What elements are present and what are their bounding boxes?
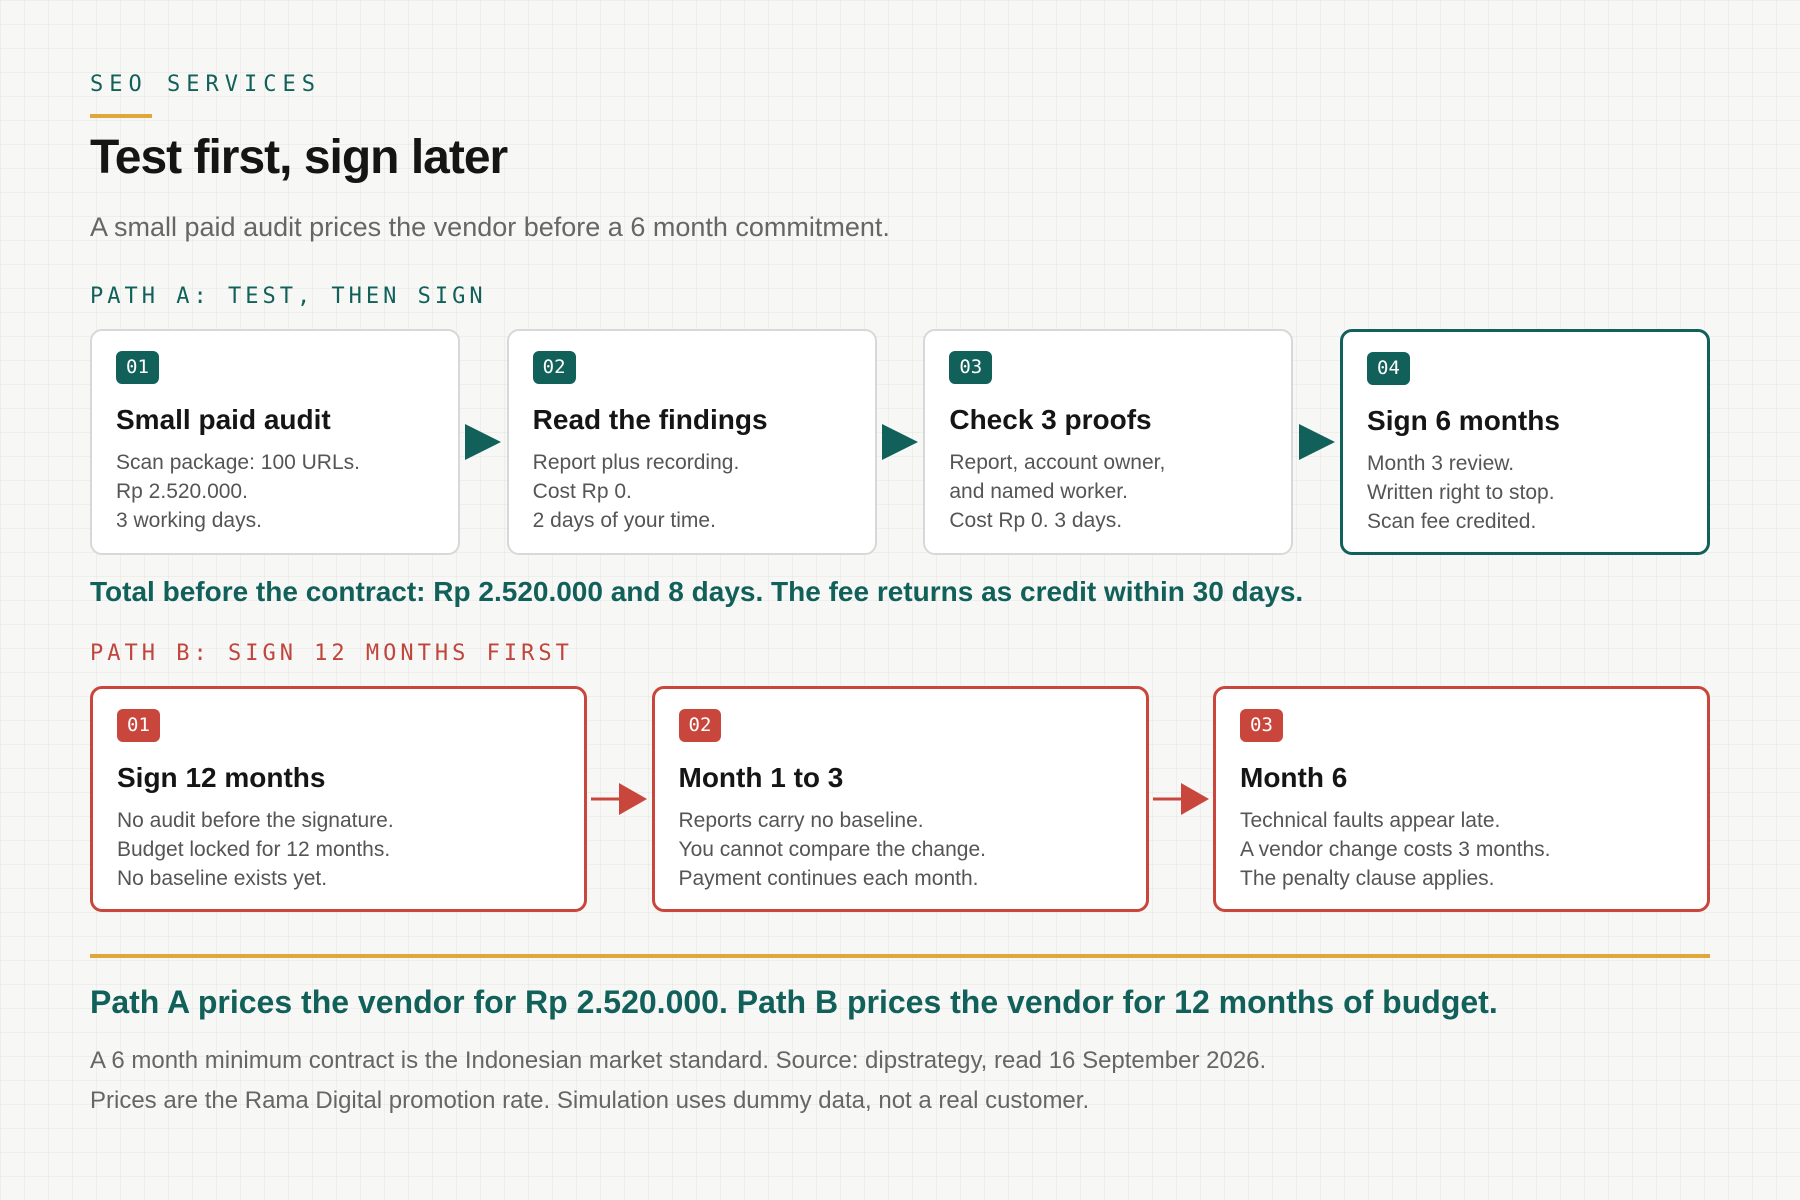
step-title: Month 1 to 3 (678, 762, 844, 793)
step-detail-line: You cannot compare the change. (678, 838, 986, 861)
path-b-step-card (1213, 686, 1710, 912)
step-detail-line: No audit before the signature. (117, 809, 394, 832)
step-number-badge: 01 (117, 709, 160, 742)
step-detail-line: Report plus recording. (532, 451, 740, 474)
section-eyebrow: SEO SERVICES (90, 72, 321, 97)
step-detail-line: Report, account owner, (949, 451, 1166, 474)
arrow-right-icon (587, 779, 652, 819)
step-detail-line: No baseline exists yet. (117, 867, 328, 890)
step-detail-line: Payment continues each month. (678, 867, 979, 890)
step-detail-line: The penalty clause applies. (1240, 867, 1495, 890)
step-detail-line: Scan fee credited. (1367, 510, 1537, 533)
step-number-badge: 02 (533, 351, 576, 384)
play-triangle-icon (460, 422, 507, 462)
play-triangle-icon (877, 422, 924, 462)
step-title: Small paid audit (116, 404, 331, 435)
path-a-flow (90, 329, 1710, 555)
section-divider (90, 954, 1710, 958)
eyebrow-accent-rule (90, 114, 152, 118)
step-detail-line: Cost Rp 0. 3 days. (949, 509, 1123, 532)
step-detail-line: Budget locked for 12 months. (117, 838, 391, 861)
disclaimer-note: Prices are the Rama Digital promotion rate. Simulation uses dummy data, not a real customer. (90, 1087, 1090, 1114)
path-a-step-card (923, 329, 1293, 555)
step-detail-line: Rp 2.520.000. (116, 480, 248, 503)
step-number-badge: 04 (1367, 352, 1410, 385)
step-detail-line: Reports carry no baseline. (678, 809, 924, 832)
step-detail-line: and named worker. (949, 480, 1128, 503)
step-number-badge: 03 (1240, 709, 1283, 742)
page-title: Test first, sign later (90, 131, 508, 184)
path-b-step-card (652, 686, 1149, 912)
step-detail-line: Scan package: 100 URLs. (116, 451, 360, 474)
step-title: Read the findings (532, 404, 768, 435)
step-detail-line: A vendor change costs 3 months. (1240, 838, 1551, 861)
source-note: A 6 month minimum contract is the Indonesian market standard. Source: dipstrategy, read 16 September 2026. (90, 1047, 1267, 1074)
step-title: Sign 6 months (1367, 405, 1560, 436)
path-a-step-card (507, 329, 877, 555)
path-b-label: PATH B: SIGN 12 MONTHS FIRST (90, 641, 573, 666)
path-a-label: PATH A: TEST, THEN SIGN (90, 284, 487, 309)
step-detail-line: Technical faults appear late. (1240, 809, 1501, 832)
step-title: Month 6 (1240, 762, 1348, 793)
step-title: Sign 12 months (117, 762, 326, 793)
step-detail-line: Cost Rp 0. (532, 480, 632, 503)
path-a-step-card (90, 329, 460, 555)
path-a-final-step-card (1340, 329, 1710, 555)
step-number-badge: 03 (949, 351, 992, 384)
conclusion-text: Path A prices the vendor for Rp 2.520.000. Path B prices the vendor for 12 months of budget. (90, 984, 1498, 1020)
path-a-total-summary: Total before the contract: Rp 2.520.000 and 8 days. The fee returns as credit within 30 days. (90, 576, 1304, 607)
step-detail-line: 2 days of your time. (532, 509, 716, 532)
step-number-badge: 01 (116, 351, 159, 384)
path-b-flow (90, 686, 1710, 912)
step-title: Check 3 proofs (949, 404, 1152, 435)
play-triangle-icon (1293, 422, 1340, 462)
step-detail-line: Month 3 review. (1367, 452, 1515, 475)
page-subtitle: A small paid audit prices the vendor before a 6 month commitment. (90, 212, 890, 242)
step-detail-line: 3 working days. (116, 509, 262, 532)
path-b-step-card (90, 686, 587, 912)
step-number-badge: 02 (679, 709, 722, 742)
step-detail-line: Written right to stop. (1367, 481, 1555, 504)
arrow-right-icon (1149, 779, 1214, 819)
